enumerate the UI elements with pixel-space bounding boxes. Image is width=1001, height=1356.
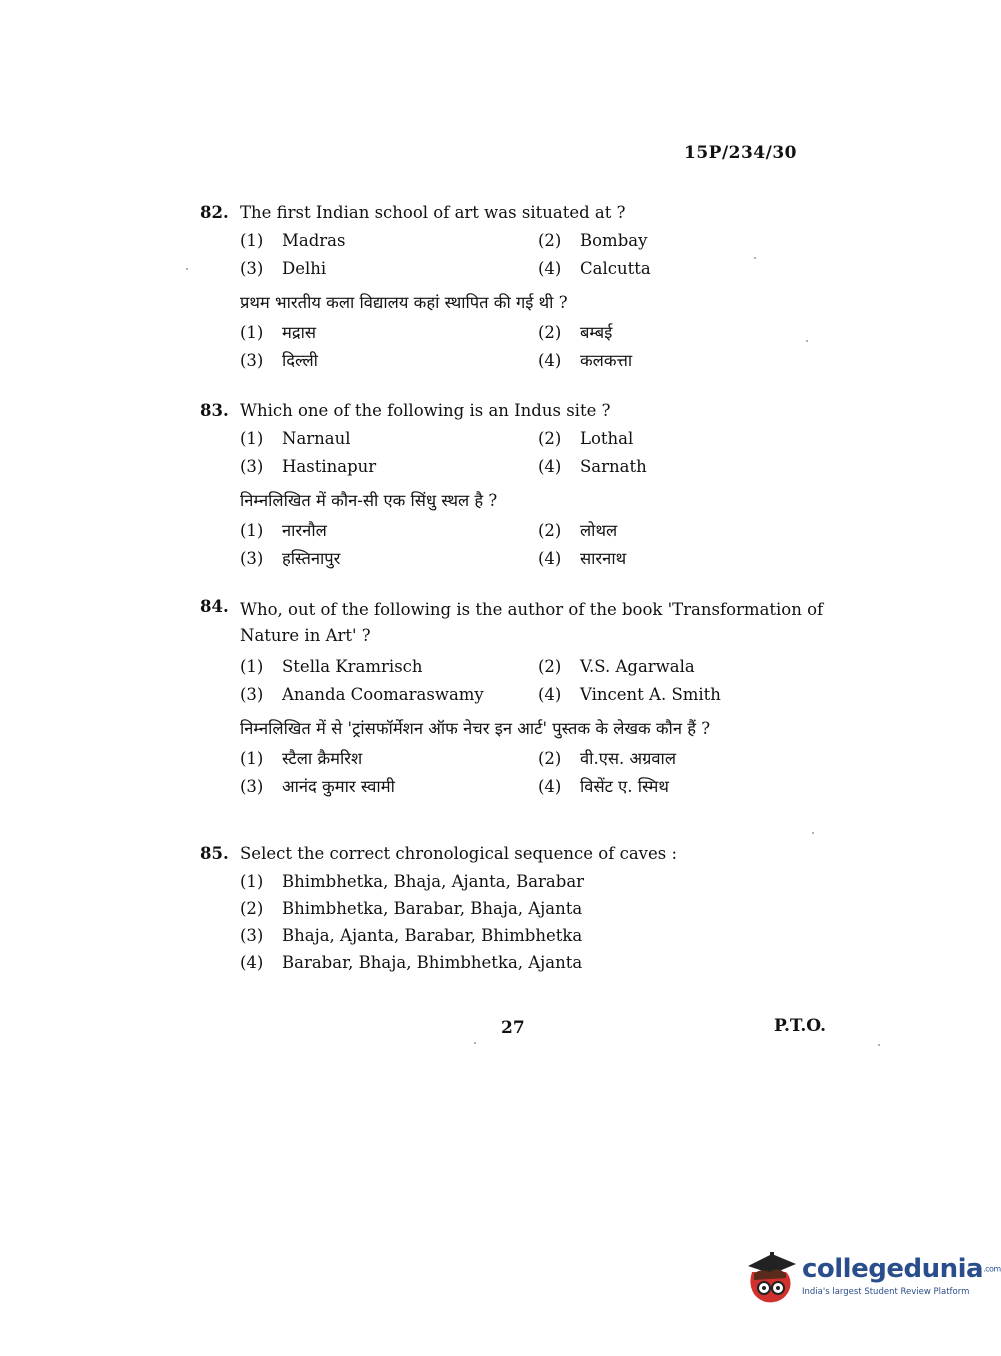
option-text: Madras — [282, 231, 346, 250]
option-text: Stella Kramrisch — [282, 657, 423, 676]
option-text: Bombay — [580, 231, 648, 250]
option-number: (4) — [538, 259, 562, 278]
option-number: (4) — [538, 351, 562, 370]
question-number: 82. — [200, 203, 229, 222]
option-text: स्टैला क्रैमरिश — [282, 749, 363, 768]
option-number: (2) — [538, 657, 562, 676]
question-text: Which one of the following is an Indus site ? — [240, 401, 611, 420]
pto-label: P.T.O. — [774, 1016, 826, 1036]
option-number: (2) — [538, 521, 562, 540]
scan-speck — [806, 340, 808, 342]
watermark-text — [802, 1254, 1001, 1297]
option — [240, 926, 840, 946]
question-number: 85. — [200, 844, 229, 863]
option-text: मद्रास — [282, 323, 317, 342]
scan-speck — [754, 257, 756, 259]
option-text: लोथल — [580, 521, 618, 540]
option — [538, 685, 798, 705]
option-number: (4) — [538, 457, 562, 476]
option — [240, 549, 538, 569]
option-text: आनंद कुमार स्वामी — [282, 777, 395, 796]
option-number: (3) — [240, 351, 264, 370]
brand-name — [802, 1254, 1001, 1285]
option-text: दिल्ली — [282, 351, 318, 370]
option-text: V.S. Agarwala — [580, 657, 695, 676]
options-hindi — [240, 749, 840, 797]
option-text: Ananda Coomaraswamy — [282, 685, 484, 704]
option — [240, 429, 538, 449]
option — [538, 521, 798, 541]
option-number: (3) — [240, 549, 264, 568]
question-text: The first Indian school of art was situated at ? — [240, 203, 626, 222]
option-text: हस्तिनापुर — [282, 549, 341, 568]
page-number: 27 — [501, 1018, 525, 1038]
option — [240, 457, 538, 477]
options-english — [240, 657, 840, 705]
option-text: Bhimbhetka, Barabar, Bhaja, Ajanta — [282, 899, 583, 918]
scan-speck — [474, 1042, 476, 1044]
option-text: Hastinapur — [282, 457, 377, 476]
question-82 — [200, 203, 840, 371]
brand-dotcom: .com — [983, 1264, 1001, 1274]
option — [240, 749, 538, 769]
option — [240, 899, 840, 919]
option — [240, 777, 538, 797]
question-text: Select the correct chronological sequence of caves : — [240, 844, 678, 863]
option-text: विसेंट ए. स्मिथ — [580, 777, 669, 796]
option-text: बम्बई — [580, 323, 613, 342]
option — [538, 351, 798, 371]
question-text: Who, out of the following is the author of the book 'Transformation of Nature in Art' ? — [240, 600, 824, 645]
options-english — [240, 231, 840, 279]
question-text-hindi: प्रथम भारतीय कला विद्यालय कहां स्थापित की गई थी ? — [240, 293, 568, 312]
paper-code: 15P/234/30 — [684, 143, 798, 163]
question-text-hindi: निम्नलिखित में से 'ट्रांसफॉर्मेशन ऑफ नेचर इन आर्ट' पुस्तक के लेखक कौन हैं ? — [240, 719, 711, 738]
option-text: Calcutta — [580, 259, 651, 278]
option — [240, 657, 538, 677]
option — [240, 685, 538, 705]
option-text: Sarnath — [580, 457, 647, 476]
option-text: Bhimbhetka, Bhaja, Ajanta, Barabar — [282, 872, 585, 891]
option-number: (4) — [240, 953, 264, 972]
option-text: Bhaja, Ajanta, Barabar, Bhimbhetka — [282, 926, 583, 945]
question-83 — [200, 401, 840, 569]
scan-speck — [878, 1044, 880, 1046]
question-85 — [200, 844, 840, 980]
option — [538, 231, 798, 251]
option-number: (2) — [538, 323, 562, 342]
option-text: Delhi — [282, 259, 327, 278]
options-hindi — [240, 521, 840, 569]
option-number: (2) — [240, 899, 264, 918]
option-text: सारनाथ — [580, 549, 627, 568]
option-number: (2) — [538, 231, 562, 250]
question-number: 83. — [200, 401, 229, 420]
option — [538, 457, 798, 477]
option-text: कलकत्ता — [580, 351, 633, 370]
option-number: (4) — [538, 549, 562, 568]
option-number: (4) — [538, 777, 562, 796]
option — [240, 953, 840, 973]
option-text: वी.एस. अग्रवाल — [580, 749, 677, 768]
brand-word: collegedunia — [802, 1254, 984, 1284]
option-number: (3) — [240, 457, 264, 476]
graduate-mascot-icon — [742, 1248, 800, 1310]
options-hindi — [240, 323, 840, 371]
scan-speck — [186, 268, 188, 270]
option-number: (4) — [538, 685, 562, 704]
option-number: (2) — [538, 429, 562, 448]
option-number: (3) — [240, 259, 264, 278]
option-number: (1) — [240, 231, 264, 250]
question-text-hindi: निम्नलिखित में कौन-सी एक सिंधु स्थल है ? — [240, 491, 498, 510]
option-text: Vincent A. Smith — [580, 685, 721, 704]
option — [538, 429, 798, 449]
brand-tagline: India's largest Student Review Platform — [802, 1286, 970, 1297]
option — [240, 259, 538, 279]
scan-speck — [812, 832, 814, 834]
option-number: (3) — [240, 777, 264, 796]
option — [538, 259, 798, 279]
options-english — [240, 872, 840, 973]
option-number: (3) — [240, 685, 264, 704]
question-number: 84. — [200, 597, 229, 616]
option-number: (1) — [240, 521, 264, 540]
question-84 — [200, 597, 840, 797]
option — [538, 749, 798, 769]
option — [538, 323, 798, 343]
option — [538, 549, 798, 569]
option-number: (1) — [240, 429, 264, 448]
option — [240, 521, 538, 541]
option-number: (2) — [538, 749, 562, 768]
option-text: Barabar, Bhaja, Bhimbhetka, Ajanta — [282, 953, 583, 972]
option — [240, 323, 538, 343]
option-text: Lothal — [580, 429, 634, 448]
option-number: (1) — [240, 657, 264, 676]
option-number: (1) — [240, 323, 264, 342]
option-text: नारनौल — [282, 521, 327, 540]
option-number: (1) — [240, 749, 264, 768]
option-number: (1) — [240, 872, 264, 891]
option-text: Narnaul — [282, 429, 351, 448]
option — [240, 872, 840, 892]
options-english — [240, 429, 840, 477]
option — [538, 657, 798, 677]
option — [240, 231, 538, 251]
option — [240, 351, 538, 371]
collegedunia-watermark — [742, 1248, 1001, 1310]
option-number: (3) — [240, 926, 264, 945]
option — [538, 777, 798, 797]
